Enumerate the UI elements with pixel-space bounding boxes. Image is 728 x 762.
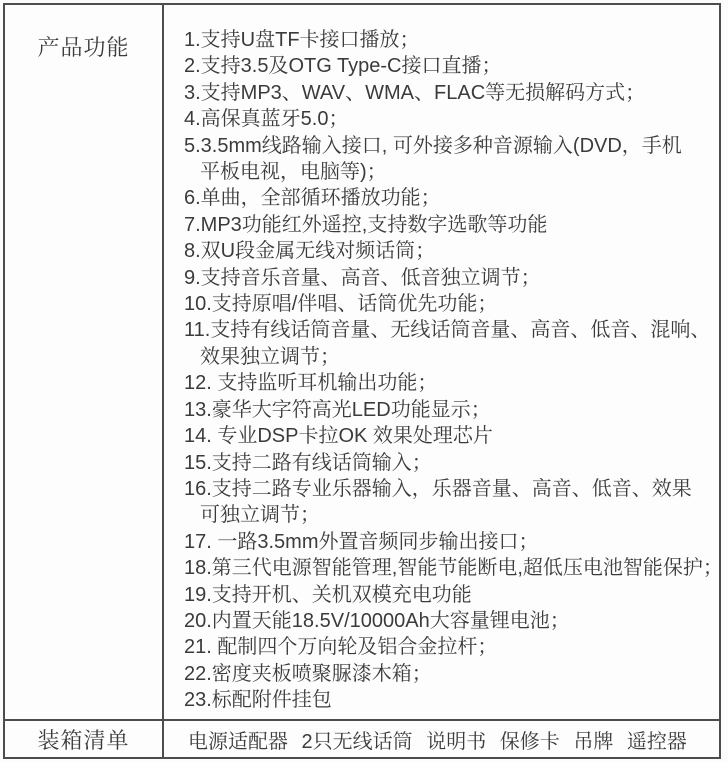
feature-line: 6.单曲，全部循环播放功能； xyxy=(184,187,441,210)
product-features-row xyxy=(5,5,723,719)
packing-list-label: 装箱清单 xyxy=(37,727,130,753)
feature-line: 19.支持开机、关机双模充电功能 xyxy=(184,583,472,606)
feature-line: 14. 专业DSP卡拉OK 效果处理芯片 xyxy=(184,425,493,448)
product-spec-table xyxy=(3,3,721,759)
feature-line: 13.豪华大字符高光LED功能显示； xyxy=(184,398,491,421)
feature-line: 18.第三代电源智能管理,智能节能断电,超低压电池智能保护； xyxy=(184,557,723,580)
feature-line: 17. 一路3.5mm外置音频同步输出接口； xyxy=(184,530,539,553)
feature-line: 4.高保真蓝牙5.0； xyxy=(184,108,349,131)
product-features-content-cell xyxy=(164,5,723,719)
packing-list-row xyxy=(5,719,719,757)
product-features-label-cell xyxy=(5,5,164,719)
feature-line: 5.3.5mm线路输入接口, 可外接多种音源输入(DVD，手机 xyxy=(184,134,682,157)
feature-line: 11.支持有线话筒音量、无线话筒音量、高音、低音、混响、 xyxy=(184,319,711,342)
feature-line: 16.支持二路专业乐器输入，乐器音量、高音、低音、效果 xyxy=(184,477,692,500)
feature-line: 平板电视，电脑等)； xyxy=(200,161,387,184)
feature-line: 效果独立调节； xyxy=(200,345,340,368)
feature-line: 可独立调节； xyxy=(200,504,320,527)
packing-list-content-cell xyxy=(164,721,719,757)
feature-line: 3.支持MP3、WAV、WMA、FLAC等无损解码方式； xyxy=(184,81,646,104)
product-features-label: 产品功能 xyxy=(37,35,130,60)
packing-list-content: 电源适配器 2只无线话筒 说明书 保修卡 吊牌 遥控器 xyxy=(188,730,687,753)
feature-line: 22.密度夹板喷聚脲漆木箱； xyxy=(184,662,432,685)
feature-line: 20.内置天能18.5V/10000Ah大容量锂电池； xyxy=(184,609,570,632)
feature-line: 10.支持原唱/伴唱、话筒优先功能； xyxy=(184,293,498,316)
packing-list-label-cell xyxy=(5,721,164,757)
feature-line: 23.标配附件挂包 xyxy=(184,689,332,712)
feature-line: 12. 支持监听耳机输出功能； xyxy=(184,372,438,395)
feature-line: 21. 配制四个万向轮及铝合金拉杆； xyxy=(184,636,498,659)
feature-line: 1.支持U盘TF卡接口播放； xyxy=(184,29,420,51)
feature-line: 2.支持3.5及OTG Type-C接口直播； xyxy=(184,55,502,78)
feature-line: 8.双U段金属无线对频话筒； xyxy=(184,240,436,263)
feature-line: 7.MP3功能红外遥控,支持数字选歌等功能 xyxy=(184,213,548,236)
feature-line: 15.支持二路有线话筒输入； xyxy=(184,451,432,474)
feature-line: 9.支持音乐音量、高音、低音独立调节； xyxy=(184,266,541,289)
